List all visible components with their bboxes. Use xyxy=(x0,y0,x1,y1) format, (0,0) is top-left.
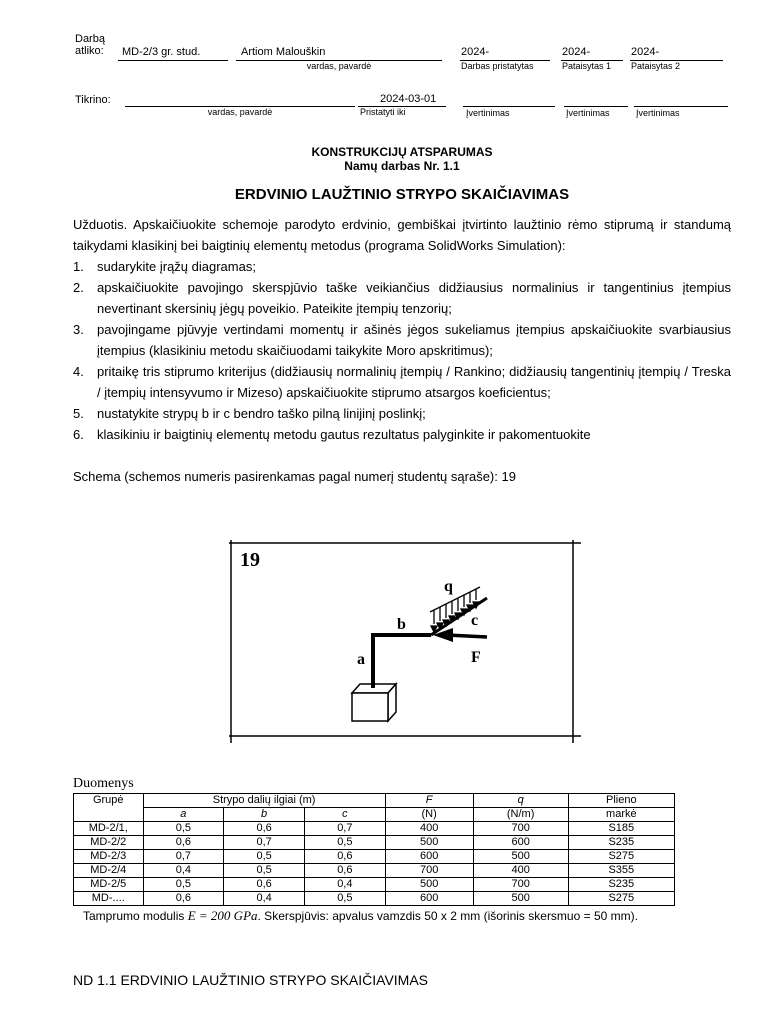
table-cell: 0,6 xyxy=(143,836,224,850)
list-item: 5. nustatykite strypų b ir c bendro taško pilną linijinį poslinkį; xyxy=(73,406,426,421)
table-cell: 0,6 xyxy=(224,878,305,892)
list-item: 6. klasikiniu ir baigtinių elementų metodu gautus rezultatus palyginkite ir pakomentuokite xyxy=(73,427,591,442)
header-f-unit: (N) xyxy=(385,808,473,822)
checked-label: Tikrino: xyxy=(75,94,111,106)
date-fixed-2: 2024- xyxy=(631,46,660,58)
list-item: 3. pavojingame pjūvyje vertindami momentų ir ašinės jėgos sukeliamus įtempius apskaičiuokite svarbiausius įtempius (klasikiniu metodu skaičiuodami taikykite Moro apskritimus); xyxy=(73,322,731,358)
table-cell: 400 xyxy=(473,864,568,878)
task-list xyxy=(73,256,731,445)
header-lengths: Strypo dalių ilgiai (m) xyxy=(143,794,385,808)
table-row xyxy=(74,836,675,850)
table-cell: 500 xyxy=(385,878,473,892)
table-cell: 600 xyxy=(385,850,473,864)
table-row xyxy=(74,864,675,878)
footer-title: ND 1.1 ERDVINIO LAUŽTINIO STRYPO SKAIČIAVIMAS xyxy=(73,972,429,988)
table-cell: 600 xyxy=(385,892,473,906)
label-b: b xyxy=(397,616,406,633)
table-cell: 0,5 xyxy=(143,822,224,836)
table-cell: S235 xyxy=(568,836,674,850)
table-cell: 0,5 xyxy=(304,892,385,906)
table-header-row xyxy=(74,794,675,808)
figure-number: 19 xyxy=(240,549,260,571)
header-f: F xyxy=(385,794,473,808)
list-item: 2. apskaičiuokite pavojingo skerspjūvio taške veikiančius didžiausius normalinius ir tangentinius įtempius nevertinant skersinių jėgų poveikio. Pateikite įtempių tenzorių; xyxy=(73,280,731,316)
fixed-support-cube xyxy=(352,684,396,721)
label-c: c xyxy=(471,612,479,629)
date-fixed-2-caption: Pataisytas 2 xyxy=(631,61,681,71)
page-title: ERDVINIO LAUŽTINIO STRYPO SKAIČIAVIMAS xyxy=(234,186,570,203)
table-cell: 0,4 xyxy=(143,864,224,878)
checker-caption: vardas, pavardė xyxy=(207,107,273,117)
table-cell: 0,5 xyxy=(224,850,305,864)
header-q: q xyxy=(473,794,568,808)
header-steel-1: Plieno xyxy=(568,794,674,808)
table-cell: MD-2/5 xyxy=(74,878,144,892)
table-cell: MD-2/2 xyxy=(74,836,144,850)
table-cell: MD-2/1, xyxy=(74,822,144,836)
table-body xyxy=(74,822,675,906)
table-cell: 0,6 xyxy=(304,850,385,864)
table-cell: 700 xyxy=(473,878,568,892)
date-submitted-caption: Darbas pristatytas xyxy=(461,61,534,71)
table-cell: S235 xyxy=(568,878,674,892)
header-b: b xyxy=(224,808,305,822)
table-row xyxy=(74,892,675,906)
list-item: 1. sudarykite įrąžų diagramas; xyxy=(73,259,256,274)
table-cell: 0,5 xyxy=(304,836,385,850)
table-row xyxy=(74,850,675,864)
table-cell: 400 xyxy=(385,822,473,836)
label-a: a xyxy=(357,651,365,668)
homework-title: Namų darbas Nr. 1.1 xyxy=(344,159,460,173)
header-a: a xyxy=(143,808,224,822)
header-steel-2: markė xyxy=(568,808,674,822)
table-cell: 500 xyxy=(473,850,568,864)
header-q-unit: (N/m) xyxy=(473,808,568,822)
group-value: MD-2/3 gr. stud. xyxy=(122,46,201,58)
grade-caption-3: Įvertinimas xyxy=(636,108,680,118)
student-name: Artiom Malouškin xyxy=(241,46,326,58)
material-note: Tamprumo modulis E = 200 GPa. Skerspjūvis: apvalus vamzdis 50 x 2 mm (išorinis skersmuo = 50 mm). xyxy=(83,908,638,923)
header-group: Grupė xyxy=(74,794,144,822)
data-table xyxy=(73,793,675,906)
task-section xyxy=(73,214,731,445)
label-f: F xyxy=(471,649,481,666)
label-q: q xyxy=(444,578,453,595)
table-subheader-row xyxy=(74,808,675,822)
table-cell: 0,7 xyxy=(224,836,305,850)
table-cell: MD-2/4 xyxy=(74,864,144,878)
table-cell: 600 xyxy=(473,836,568,850)
table-cell: MD-.... xyxy=(74,892,144,906)
table-cell: 0,5 xyxy=(224,864,305,878)
schema-line: Schema (schemos numeris pasirenkamas pagal numerį studentų sąraše): 19 xyxy=(73,469,516,484)
name-caption: vardas, pavardė xyxy=(306,61,372,71)
table-cell: 500 xyxy=(473,892,568,906)
table-cell: 0,6 xyxy=(224,822,305,836)
table-cell: S275 xyxy=(568,892,674,906)
course-title: KONSTRUKCIJŲ ATSPARUMAS xyxy=(311,145,493,159)
table-cell: S185 xyxy=(568,822,674,836)
table-cell: S355 xyxy=(568,864,674,878)
performed-by-label: Darbą atliko: xyxy=(75,33,105,57)
table-cell: 0,7 xyxy=(304,822,385,836)
data-title: Duomenys xyxy=(73,776,134,791)
deadline-caption: Pristatyti iki xyxy=(360,107,406,117)
elastic-modulus-formula: E = 200 GPa xyxy=(187,908,258,923)
table-cell: 0,6 xyxy=(143,892,224,906)
table-cell: 700 xyxy=(385,864,473,878)
task-intro: Užduotis. Apskaičiuokite schemoje parodyto erdvinio, gembiškai įtvirtinto laužtinio rėmo stiprumą ir standumą taikydami klasikinį bei baigtinių elementų metodus (programa SolidWorks Simulation): xyxy=(73,217,731,253)
table-cell: 0,7 xyxy=(143,850,224,864)
table-row xyxy=(74,878,675,892)
table-cell: 0,4 xyxy=(304,878,385,892)
date-fixed-1-caption: Pataisytas 1 xyxy=(562,61,612,71)
table-cell: 0,4 xyxy=(224,892,305,906)
date-submitted: 2024- xyxy=(461,46,490,58)
table-cell: 700 xyxy=(473,822,568,836)
grade-caption-2: Įvertinimas xyxy=(566,108,610,118)
table-cell: 0,5 xyxy=(143,878,224,892)
table-cell: 500 xyxy=(385,836,473,850)
date-fixed-1: 2024- xyxy=(562,46,591,58)
table-row xyxy=(74,822,675,836)
grade-caption-1: Įvertinimas xyxy=(466,108,510,118)
table-cell: 0,6 xyxy=(304,864,385,878)
table-cell: MD-2/3 xyxy=(74,850,144,864)
schema-figure xyxy=(225,540,585,745)
deadline-value: 2024-03-01 xyxy=(380,93,437,105)
table-cell: S275 xyxy=(568,850,674,864)
header-c: c xyxy=(304,808,385,822)
list-item: 4. pritaikę tris stiprumo kriterijus (didžiausių normalinių įtempių / Rankino; didžiausių tangentinių įtempių / Treska / įtempių intensyvumo ir Mizeso) apskaičiuokite stiprumo atsargos koeficientus; xyxy=(73,364,731,400)
